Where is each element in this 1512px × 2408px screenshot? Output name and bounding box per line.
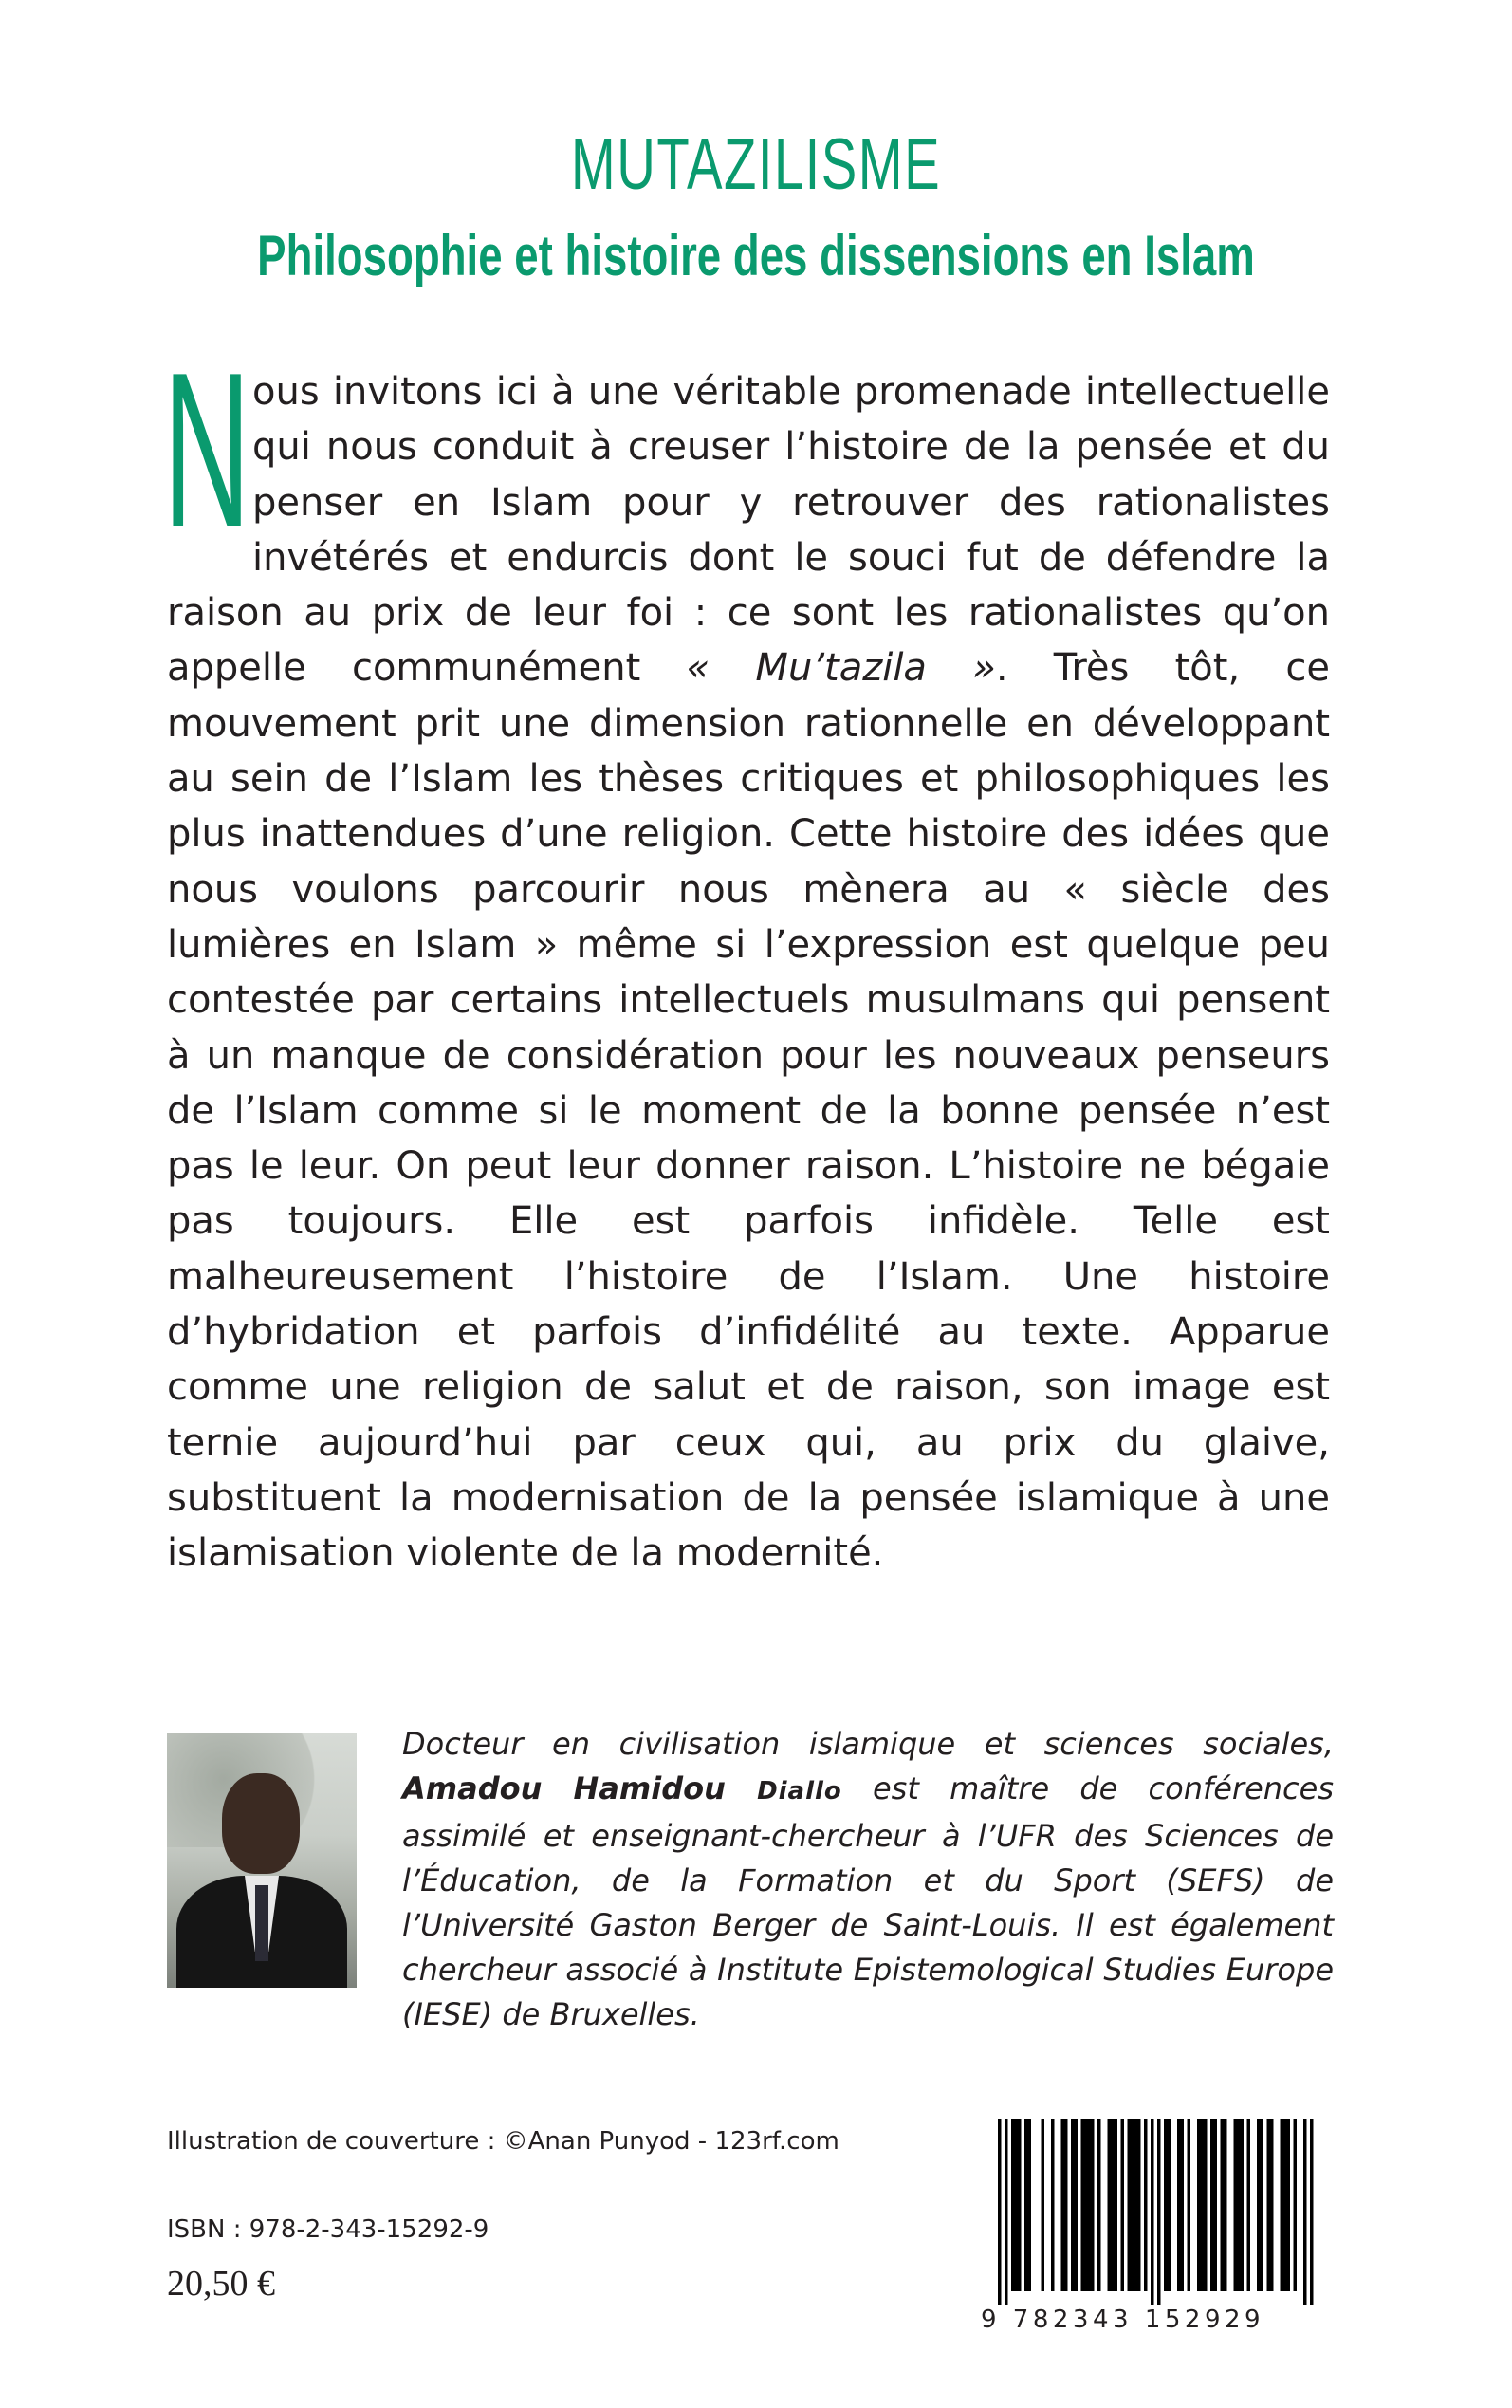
barcode-bar — [1281, 2119, 1284, 2291]
author-name-last: Diallo — [757, 1777, 842, 1806]
price: 20,50 € — [167, 2264, 275, 2304]
barcode-bar — [1157, 2119, 1161, 2305]
barcode-bar — [1261, 2119, 1264, 2291]
barcode-bar — [1115, 2119, 1118, 2291]
author-bio — [402, 1722, 1334, 2037]
author-name-first: Amadou Hamidou — [402, 1770, 758, 1806]
barcode-bar — [1303, 2119, 1307, 2305]
barcode-bar — [1128, 2119, 1132, 2291]
barcode-bar — [1247, 2119, 1251, 2291]
blurb-text-part-2: . Très tôt, ce mouvement prit une dimension rationnelle en développant au sein de l’Islam les thèses critiques et philosophiques les plus inattendues d’une religion. Cette histoire des idées que nous voulons parcourir nous mènera au « siècle des lumières en Islam » même si l’expression est quelque peu contestée par certains intellectuels musulmans qui pensent à un manque de considération pour les nouveaux penseurs de l’Islam comme si le moment de la bonne pensée n’est pas le leur. On peut leur donner raison. L’histoire ne bégaie pas toujours. Elle est parfois infidèle. Telle est malheureusement l’histoire de l’Islam. Une histoire d’hybridation et parfois d’infidélité au texte. Apparue comme une religion de salut et de raison, son image est ternie aujourd’hui par ceux qui, au prix du glaive, substituent la modernisation de la pensée islamique à une islamisation violente de la modernité. — [167, 646, 1330, 1576]
barcode-bar — [1071, 2119, 1075, 2291]
barcode-bar — [998, 2119, 1002, 2305]
barcode-bar — [1267, 2119, 1271, 2291]
drop-cap: N — [163, 327, 251, 573]
photo-tie — [255, 1885, 268, 1961]
author-photo — [167, 1733, 357, 1988]
barcode-bar — [1018, 2119, 1022, 2291]
blurb-italic-term: « Mu’tazila » — [686, 646, 996, 691]
barcode-bar — [1287, 2119, 1291, 2291]
barcode-bar — [1137, 2119, 1141, 2291]
barcode-bar — [1210, 2119, 1214, 2291]
barcode-bar — [1221, 2119, 1225, 2291]
barcode-bar — [1081, 2119, 1085, 2291]
barcode-bar — [1064, 2119, 1068, 2291]
barcode-bar — [1024, 2119, 1028, 2291]
isbn-barcode — [981, 2119, 1318, 2337]
barcode-bar — [1270, 2119, 1274, 2291]
barcode-bar — [1005, 2119, 1008, 2305]
barcode-bar — [1108, 2119, 1112, 2291]
barcode-bar — [1134, 2119, 1138, 2291]
barcode-bar — [1294, 2119, 1298, 2291]
barcode-bar — [1214, 2119, 1218, 2291]
barcode-bar — [1283, 2119, 1287, 2291]
back-cover-blurb — [163, 327, 1330, 1582]
barcode-bar — [1091, 2119, 1095, 2291]
barcode-bar — [1042, 2119, 1045, 2291]
barcode-bar — [1061, 2119, 1065, 2291]
barcode-bar — [1088, 2119, 1092, 2291]
barcode-bar — [1051, 2119, 1055, 2291]
barcode-bar — [1201, 2119, 1205, 2291]
blurb-text-part-1: ous invitons ici à une véritable promenade intellectuelle qui nous conduit à creuser l’histoire de la pensée et du penser en Islam pour y retrouver des rationalistes invétérés et endurcis dont le souci fut de défendre la raison au prix de leur foi : ce sont les rationalistes qu’on appelle communément — [167, 370, 1330, 691]
isbn: ISBN : 978-2-343-15292-9 — [167, 2215, 489, 2244]
barcode-bar — [1237, 2119, 1241, 2291]
barcode-bar — [1224, 2119, 1227, 2291]
barcode-bar — [1015, 2119, 1019, 2291]
barcode-bar — [1310, 2119, 1314, 2305]
barcode-bar — [1097, 2119, 1101, 2291]
author-name — [402, 1770, 842, 1806]
barcode-bar — [1181, 2119, 1185, 2291]
barcode-digits: 9 782343 152929 — [981, 2306, 1265, 2334]
barcode-bar — [1204, 2119, 1208, 2291]
barcode-bar — [1028, 2119, 1032, 2291]
barcode-bar — [1131, 2119, 1134, 2291]
barcode-bar — [1188, 2119, 1191, 2291]
photo-head — [222, 1773, 300, 1874]
barcode-bar — [1144, 2119, 1148, 2291]
barcode-bar — [1121, 2119, 1125, 2291]
author-bio-intro: Docteur en civilisation islamique et sciences sociales, — [402, 1726, 1334, 1762]
barcode-bar — [1234, 2119, 1238, 2291]
barcode-bar — [1164, 2119, 1168, 2291]
barcode-bars — [981, 2119, 1318, 2305]
barcode-bar — [1177, 2119, 1181, 2291]
barcode-bar — [1084, 2119, 1088, 2291]
barcode-bar — [1075, 2119, 1079, 2291]
barcode-bar — [1257, 2119, 1261, 2291]
author-bio-rest: est maître de conférences assimilé et enseignant-chercheur à l’UFR des Sciences de l’Éducation, de la Formation et du Sport (SEFS) de l’Université Gaston Berger de Saint-Louis. Il est également chercheur associé à Institute Epistemological Studies Europe (IESE) de Bruxelles. — [402, 1770, 1335, 2032]
barcode-bar — [1111, 2119, 1115, 2291]
barcode-bar — [1241, 2119, 1245, 2291]
cover-illustration-credit: Illustration de couverture : ©Anan Punyod - 123rf.com — [167, 2127, 839, 2156]
barcode-bar — [1168, 2119, 1171, 2291]
book-title: MUTAZILISME — [570, 124, 942, 205]
barcode-bar — [1011, 2119, 1015, 2291]
barcode-bar — [1151, 2119, 1154, 2305]
barcode-bar — [1197, 2119, 1201, 2291]
book-subtitle: Philosophie et histoire des dissensions en Islam — [257, 224, 1255, 287]
